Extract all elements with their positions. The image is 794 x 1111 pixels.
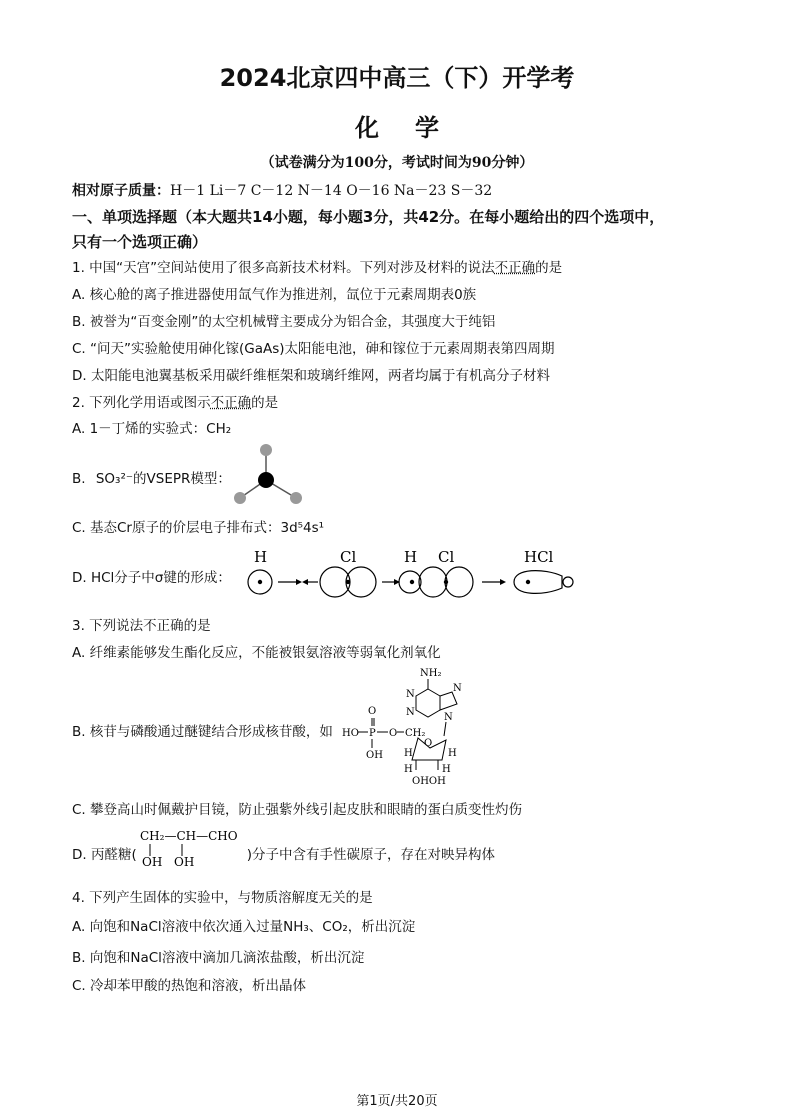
struct-ch2: CH₂ bbox=[405, 728, 426, 739]
subject-title: 化学 bbox=[355, 114, 475, 142]
q2-option-b bbox=[72, 467, 231, 487]
exam-note: （试卷满分为100分，考试时间为90分钟） bbox=[260, 155, 534, 171]
vsepr-model-diagram bbox=[228, 440, 308, 510]
q1-stem-ul: 不正确 bbox=[494, 260, 536, 276]
struct-n1: N bbox=[406, 689, 415, 700]
q1-stem-a: 1. 中国“天宫”空间站使用了很多高新技术材料。下列对涉及材料的说法 bbox=[72, 260, 495, 276]
section-heading-line2: 只有一个选项正确） bbox=[72, 233, 208, 251]
q2-stem bbox=[72, 391, 278, 411]
struct-h-right: H bbox=[448, 748, 457, 759]
atomic-masses bbox=[72, 180, 492, 200]
nucleotide-structure bbox=[340, 664, 470, 788]
q3-option-c: C. 攀登高山时佩戴护目镜，防止强紫外线引起皮肤和眼睛的蛋白质变性灼伤 bbox=[72, 802, 523, 818]
sigma-bond-diagram bbox=[244, 548, 584, 600]
q4-option-b: B. 向饱和NaCl溶液中滴加几滴浓盐酸，析出沉淀 bbox=[72, 950, 365, 966]
q2-stem-a: 2. 下列化学用语或图示 bbox=[72, 395, 211, 411]
q2-stem-b: 的是 bbox=[251, 395, 279, 411]
q3-option-a: A. 纤维素能够发生酯化反应，不能被银氨溶液等弱氧化剂氧化 bbox=[72, 645, 441, 661]
struct-n2: N bbox=[406, 707, 415, 718]
struct-o-top: O bbox=[368, 706, 377, 717]
struct-p: P bbox=[369, 728, 376, 739]
label-cl1: Cl bbox=[340, 548, 357, 566]
struct-oh1: OH bbox=[142, 855, 163, 869]
page-title: 2024北京四中高三（下）开学考 bbox=[219, 64, 575, 92]
struct-o-mid: O bbox=[389, 728, 398, 739]
q2-b-text: 的VSEPR模型： bbox=[133, 471, 231, 487]
label-h1: H bbox=[254, 548, 268, 566]
q1-option-b: B. 被誉为“百变金刚”的太空机械臂主要成分为铝合金，其强度大于纯铝 bbox=[72, 314, 496, 330]
struct-chain: CH₂—CH—CHO bbox=[140, 829, 238, 843]
struct-oh-bottom: OHOH bbox=[412, 776, 446, 787]
glyceraldehyde-structure bbox=[136, 826, 248, 870]
atomic-masses-values: H－1 Li－7 C－12 N－14 O－16 Na－23 S－32 bbox=[170, 183, 493, 199]
q4-option-a: A. 向饱和NaCl溶液中依次通入过量NH₃、CO₂，析出沉淀 bbox=[72, 919, 416, 935]
label-h2: H bbox=[404, 548, 418, 566]
q1-option-c: C. “问天”实验舱使用砷化镓(GaAs)太阳能电池，砷和镓位于元素周期表第四周期 bbox=[72, 341, 555, 357]
vsepr-atom-right bbox=[290, 492, 302, 504]
q1-option-a: A. 核心舱的离子推进器使用氙气作为推进剂，氙位于元素周期表0族 bbox=[72, 287, 477, 303]
q3-stem: 3. 下列说法不正确的是 bbox=[72, 618, 211, 634]
struct-h-left: H bbox=[404, 748, 413, 759]
q1-stem bbox=[72, 256, 562, 276]
q2-b-prefix: B. bbox=[72, 471, 86, 487]
q2-option-d: D. HCl分子中σ键的形成： bbox=[72, 570, 231, 586]
vsepr-atom-left bbox=[234, 492, 246, 504]
struct-oh-p: OH bbox=[366, 750, 383, 761]
q2-b-formula: SO₃²⁻ bbox=[95, 471, 134, 487]
struct-ho: HO bbox=[342, 728, 359, 739]
q1-option-d: D. 太阳能电池翼基板采用碳纤维框架和玻璃纤维网，两者均属于有机高分子材料 bbox=[72, 368, 550, 384]
q2-option-a: A. 1－丁烯的实验式：CH₂ bbox=[72, 421, 232, 437]
struct-h-b1: H bbox=[404, 764, 413, 775]
struct-n4: N bbox=[444, 712, 453, 723]
struct-n3: N bbox=[453, 683, 462, 694]
q1-stem-b: 的是 bbox=[535, 260, 563, 276]
q3-option-b: B. 核苷与磷酸通过醚键结合形成核苷酸，如 bbox=[72, 724, 333, 740]
q2-stem-ul: 不正确 bbox=[210, 395, 252, 411]
struct-oh2: OH bbox=[174, 855, 195, 869]
label-hcl: HCl bbox=[524, 548, 554, 566]
vsepr-center-atom bbox=[258, 472, 274, 488]
vsepr-atom-top bbox=[260, 444, 272, 456]
struct-nh2: NH₂ bbox=[420, 668, 442, 679]
q4-option-c: C. 冷却苯甲酸的热饱和溶液，析出晶体 bbox=[72, 978, 307, 994]
atomic-masses-label: 相对原子质量： bbox=[72, 183, 170, 199]
struct-h-b2: H bbox=[442, 764, 451, 775]
q3-d-suffix: )分子中含有手性碳原子，存在对映异构体 bbox=[246, 847, 496, 863]
label-cl2: Cl bbox=[438, 548, 455, 566]
q2-option-c: C. 基态Cr原子的价层电子排布式：3d⁵4s¹ bbox=[72, 520, 325, 536]
section-heading-line1: 一、单项选择题（本大题共14小题，每小题3分，共42分。在每小题给出的四个选项中， bbox=[72, 208, 665, 226]
struct-o-ring: O bbox=[424, 738, 433, 749]
page-footer: 第1页/共20页 bbox=[356, 1094, 438, 1109]
q3-d-prefix: D. 丙醛糖( bbox=[72, 847, 137, 863]
q4-stem: 4. 下列产生固体的实验中，与物质溶解度无关的是 bbox=[72, 890, 373, 906]
